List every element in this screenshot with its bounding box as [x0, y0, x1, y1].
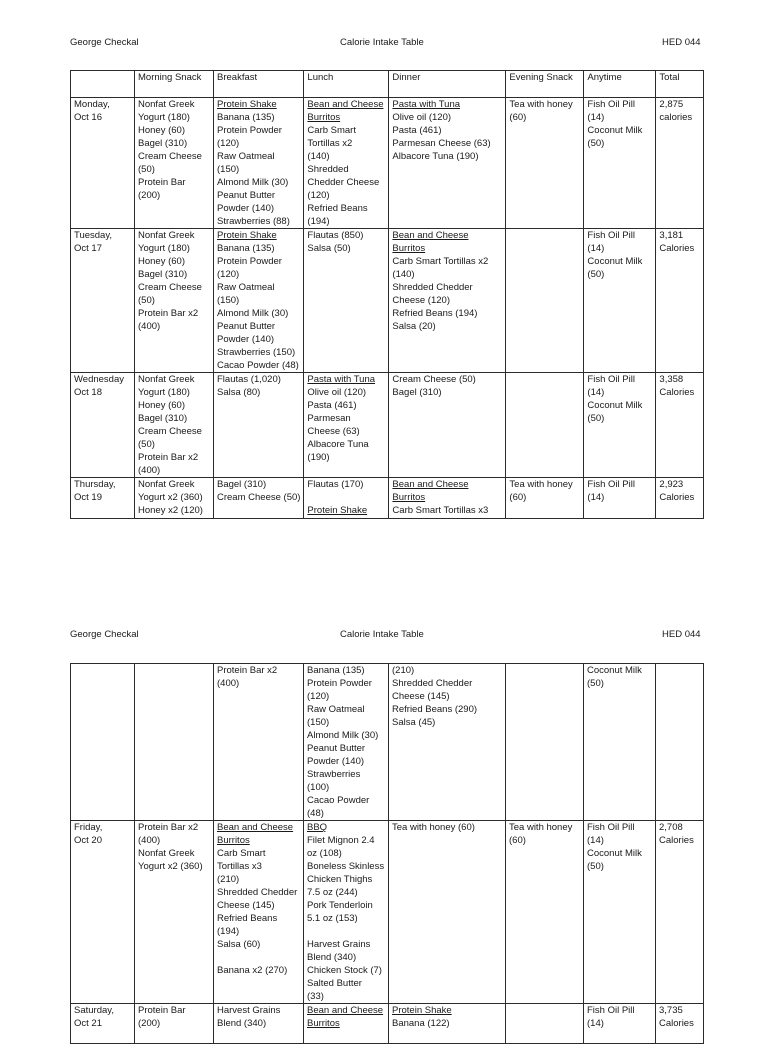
food-item: Salsa (20) — [392, 321, 436, 332]
meal-heading: Burritos — [307, 112, 341, 123]
meal-heading: Burritos — [392, 243, 426, 254]
food-item: Carb Smart — [217, 848, 266, 859]
food-item: Peanut Butter — [217, 190, 276, 201]
food-item: Cheese (120) — [392, 295, 450, 306]
total-cell — [656, 229, 704, 373]
food-item: Protein Bar x2 — [138, 452, 199, 463]
food-item: Cheese (145) — [217, 900, 275, 911]
food-item: Tea with honey — [509, 99, 573, 110]
food-item: (14) — [587, 387, 605, 398]
food-item: Salsa (60) — [217, 939, 261, 950]
breakfast-cell — [214, 98, 304, 229]
food-item: Yogurt x2 (360) — [138, 861, 203, 872]
anytime-cell — [584, 373, 656, 478]
food-item: Bagel (310) — [217, 479, 267, 490]
food-item: Pasta (461) — [392, 125, 442, 136]
breakfast-cell — [214, 229, 304, 373]
column-header-total: Total — [656, 71, 704, 98]
food-item: Boneless Skinless — [307, 861, 385, 872]
food-item: Chicken Thighs — [307, 874, 373, 885]
food-item: (14) — [587, 835, 604, 846]
food-item: Protein Powder — [307, 678, 372, 689]
evening-snack-cell — [506, 98, 584, 229]
morning-snack-cell — [135, 664, 214, 821]
food-item: Strawberries (150) — [217, 347, 296, 358]
meal-heading: Bean and Cheese — [307, 1005, 384, 1016]
total-cell — [656, 478, 704, 519]
food-item: Tuesday, — [74, 230, 113, 241]
column-header-breakfast: Breakfast — [214, 71, 304, 98]
food-item: (50) — [587, 138, 605, 149]
food-item: Friday, — [74, 822, 103, 833]
food-item: 2,708 — [659, 822, 683, 833]
food-item: (50) — [587, 678, 604, 689]
food-item: (194) — [307, 216, 330, 227]
food-item: (200) — [138, 190, 161, 201]
food-item: Almond Milk (30) — [217, 177, 289, 188]
table-row — [71, 821, 704, 1004]
food-item: Pasta (461) — [307, 400, 357, 411]
food-item: Filet Mignon 2.4 — [307, 835, 375, 846]
food-item: Fish Oil Pill — [587, 479, 635, 490]
author-name-page2: George Checkal — [70, 629, 139, 640]
anytime-cell — [584, 821, 656, 1004]
meal-heading: Protein Shake — [307, 505, 368, 516]
lunch-cell — [304, 373, 389, 478]
meal-heading: BBQ — [307, 822, 328, 833]
food-item: Flautas (1,020) — [217, 374, 281, 385]
column-header-dinner: Dinner — [389, 71, 506, 98]
meal-heading: Burritos — [217, 835, 250, 846]
food-item: Cacao Powder — [307, 795, 370, 806]
food-item: Coconut Milk — [587, 400, 643, 411]
food-item: Nonfat Greek — [138, 230, 195, 241]
blank-line — [217, 951, 300, 964]
food-item: Olive oil (120) — [392, 112, 452, 123]
food-item: Cream Cheese (50) — [392, 374, 476, 385]
food-item: (50) — [587, 413, 605, 424]
document-title: Calorie Intake Table — [340, 37, 424, 48]
food-item: Tortillas x3 — [217, 861, 262, 872]
column-header-lunch: Lunch — [304, 71, 389, 98]
food-item: Peanut Butter — [217, 321, 276, 332]
food-item: (14) — [587, 1018, 604, 1029]
food-item: (150) — [217, 164, 240, 175]
food-item: Flautas (850) — [307, 230, 364, 241]
meal-heading: Bean and Cheese — [307, 99, 384, 110]
food-item: (400) — [138, 465, 161, 476]
lunch-cell — [304, 98, 389, 229]
food-item: (120) — [217, 138, 240, 149]
food-item: Refried Beans (290) — [392, 704, 478, 715]
total-cell — [656, 373, 704, 478]
food-item: Banana (122) — [392, 1018, 450, 1029]
food-item: Salsa (45) — [392, 717, 436, 728]
food-item: Cacao Powder (48) — [217, 360, 299, 371]
food-item: (14) — [587, 112, 605, 123]
food-item: Cream Cheese — [138, 282, 202, 293]
food-item: Wednesday — [74, 374, 124, 385]
food-item: Strawberries (88) — [217, 216, 290, 227]
dinner-cell — [389, 664, 506, 821]
dinner-cell — [389, 373, 506, 478]
column-header-morning-snack: Morning Snack — [135, 71, 214, 98]
food-item: Shredded Chedder — [392, 678, 473, 689]
food-item: Fish Oil Pill — [587, 230, 635, 241]
meal-heading: Burritos — [392, 492, 426, 503]
column-header-anytime: Anytime — [584, 71, 656, 98]
food-item: (50) — [138, 439, 155, 450]
author-name: George Checkal — [70, 37, 139, 48]
anytime-cell — [584, 478, 656, 519]
food-item: Carb Smart Tortillas x3 — [392, 505, 489, 516]
table-body — [71, 98, 704, 519]
calorie-table-page1 — [70, 70, 704, 519]
anytime-cell — [584, 229, 656, 373]
food-item: Shredded Chedder — [392, 282, 473, 293]
food-item: Nonfat Greek — [138, 479, 195, 490]
food-item: Harvest Grains — [307, 939, 371, 950]
column-header-evening-snack: Evening Snack — [506, 71, 584, 98]
food-item: (210) — [217, 874, 240, 885]
food-item: Refried Beans — [307, 203, 368, 214]
food-item: Fish Oil Pill — [587, 1005, 635, 1016]
food-item: Albacore Tuna (190) — [392, 151, 479, 162]
food-item: (140) — [307, 151, 330, 162]
table-row — [71, 98, 704, 229]
day-cell — [71, 373, 135, 478]
breakfast-cell — [214, 373, 304, 478]
food-item: Albacore Tuna — [307, 439, 369, 450]
food-item: Raw Oatmeal — [217, 151, 275, 162]
food-item: Fish Oil Pill — [587, 822, 635, 833]
food-item: (60) — [509, 112, 527, 123]
food-item: Oct 20 — [74, 835, 102, 846]
meal-heading: Protein Shake — [217, 230, 277, 241]
food-item: 7.5 oz (244) — [307, 887, 358, 898]
food-item: Yogurt (180) — [138, 387, 190, 398]
food-item: Protein Powder — [217, 256, 282, 267]
dinner-cell — [389, 478, 506, 519]
food-item: (140) — [392, 269, 415, 280]
meal-heading: Pasta with Tuna — [392, 99, 461, 110]
meal-heading: Bean and Cheese — [392, 230, 469, 241]
evening-snack-cell — [506, 229, 584, 373]
course-code: HED 044 — [662, 37, 701, 48]
food-item: Banana (135) — [217, 112, 275, 123]
food-item: calories — [659, 112, 693, 123]
food-item: Parmesan — [307, 413, 351, 424]
food-item: (60) — [509, 492, 527, 503]
food-item: (194) — [217, 926, 240, 937]
food-item: (400) — [138, 321, 161, 332]
food-item: Peanut Butter — [307, 743, 366, 754]
food-item: (190) — [307, 452, 330, 463]
food-item: (50) — [587, 861, 604, 872]
meal-heading: Bean and Cheese — [217, 822, 294, 833]
food-item: (120) — [307, 190, 330, 201]
food-item: (120) — [307, 691, 330, 702]
food-item: (33) — [307, 991, 324, 1002]
food-item: (400) — [138, 835, 161, 846]
food-item: Tea with honey — [509, 822, 573, 833]
table-row — [71, 373, 704, 478]
total-cell — [656, 821, 704, 1004]
food-item: Nonfat Greek — [138, 848, 195, 859]
food-item: Coconut Milk — [587, 848, 642, 859]
table-row — [71, 664, 704, 821]
food-item: 2,923 — [659, 479, 684, 490]
food-item: Protein Bar x2 — [138, 308, 199, 319]
food-item: oz (108) — [307, 848, 342, 859]
food-item: Powder (140) — [217, 203, 275, 214]
food-item: Banana (135) — [217, 243, 275, 254]
day-cell — [71, 664, 135, 821]
breakfast-cell — [214, 478, 304, 519]
morning-snack-cell — [135, 229, 214, 373]
food-item: (50) — [587, 269, 605, 280]
food-item: Shredded — [307, 164, 349, 175]
food-item: Calories — [659, 243, 695, 254]
food-item: Protein Bar x2 — [217, 665, 278, 676]
food-item: Protein Bar x2 — [138, 822, 199, 833]
meal-heading: Burritos — [307, 1018, 340, 1029]
dinner-cell — [389, 229, 506, 373]
meal-heading: Protein Shake — [392, 1005, 452, 1016]
evening-snack-cell — [506, 478, 584, 519]
food-item: Blend (340) — [217, 1018, 267, 1029]
food-item: Oct 19 — [74, 492, 102, 503]
food-item: Harvest Grains — [217, 1005, 281, 1016]
food-item: Saturday, — [74, 1005, 114, 1016]
breakfast-cell — [214, 664, 304, 821]
food-item: Oct 16 — [74, 112, 102, 123]
food-item: Strawberries — [307, 769, 361, 780]
food-item: Salted Butter — [307, 978, 362, 989]
food-item: Parmesan Cheese (63) — [392, 138, 491, 149]
food-item: Carb Smart Tortillas x2 — [392, 256, 489, 267]
food-item: Shredded Chedder — [217, 887, 298, 898]
evening-snack-cell — [506, 821, 584, 1004]
lunch-cell — [304, 229, 389, 373]
food-item: Refried Beans (194) — [392, 308, 478, 319]
day-cell — [71, 98, 135, 229]
food-item: (14) — [587, 492, 605, 503]
total-cell — [656, 664, 704, 821]
blank-line — [307, 491, 385, 504]
food-item: Bagel (310) — [392, 387, 442, 398]
food-item: Flautas (170) — [307, 479, 364, 490]
course-code-page2: HED 044 — [662, 629, 701, 640]
food-item: Raw Oatmeal — [307, 704, 365, 715]
food-item: (100) — [307, 782, 330, 793]
food-item: (400) — [217, 678, 240, 689]
food-item: (50) — [138, 295, 155, 306]
food-item: Calories — [659, 835, 694, 846]
meal-heading: Pasta with Tuna — [307, 374, 376, 385]
food-item: Calories — [659, 387, 695, 398]
food-item: Oct 18 — [74, 387, 102, 398]
food-item: Bagel (310) — [138, 413, 188, 424]
food-item: Oct 21 — [74, 1018, 102, 1029]
food-item: Cream Cheese — [138, 426, 202, 437]
food-item: 5.1 oz (153) — [307, 913, 358, 924]
food-item: Tortillas x2 — [307, 138, 353, 149]
food-item: Nonfat Greek — [138, 374, 195, 385]
day-cell — [71, 478, 135, 519]
food-item: Almond Milk (30) — [307, 730, 379, 741]
food-item: Carb Smart — [307, 125, 356, 136]
food-item: Tea with honey — [509, 479, 573, 490]
food-item: Honey (60) — [138, 400, 185, 411]
food-item: Thursday, — [74, 479, 116, 490]
total-cell — [656, 98, 704, 229]
food-item: 2,875 — [659, 99, 684, 110]
calorie-table-page2 — [70, 663, 704, 1044]
food-item: Cream Cheese — [138, 151, 202, 162]
meal-heading: Bean and Cheese — [392, 479, 469, 490]
food-item: Bagel (310) — [138, 138, 188, 149]
food-item: Raw Oatmeal — [217, 282, 275, 293]
morning-snack-cell — [135, 821, 214, 1004]
food-item: (120) — [217, 269, 240, 280]
food-item: Cheese (145) — [392, 691, 450, 702]
food-item: Protein Bar — [138, 177, 186, 188]
food-item: Calories — [659, 1018, 694, 1029]
food-item: Calories — [659, 492, 695, 503]
food-item: (150) — [217, 295, 240, 306]
morning-snack-cell — [135, 98, 214, 229]
food-item: 3,358 — [659, 374, 684, 385]
food-item: (60) — [509, 835, 526, 846]
day-cell — [71, 229, 135, 373]
food-item: (14) — [587, 243, 605, 254]
food-item: Protein Powder — [217, 125, 282, 136]
food-item: Olive oil (120) — [307, 387, 367, 398]
anytime-cell — [584, 664, 656, 821]
day-cell — [71, 821, 135, 1004]
food-item: Protein Bar — [138, 1005, 186, 1016]
table-body — [71, 664, 704, 1044]
food-item: Nonfat Greek — [138, 99, 195, 110]
food-item: Cheese (63) — [307, 426, 360, 437]
food-item: Pork Tenderloin — [307, 900, 373, 911]
table-row — [71, 478, 704, 519]
food-item: Honey (60) — [138, 125, 185, 136]
food-item: Fish Oil Pill — [587, 99, 635, 110]
food-item: Honey (60) — [138, 256, 185, 267]
food-item: (150) — [307, 717, 330, 728]
food-item: (200) — [138, 1018, 161, 1029]
evening-snack-cell — [506, 664, 584, 821]
food-item: Yogurt (180) — [138, 112, 190, 123]
lunch-cell — [304, 664, 389, 821]
food-item: Oct 17 — [74, 243, 102, 254]
breakfast-cell — [214, 821, 304, 1004]
food-item: Refried Beans — [217, 913, 278, 924]
food-item: Fish Oil Pill — [587, 374, 635, 385]
morning-snack-cell — [135, 373, 214, 478]
food-item: Coconut Milk — [587, 665, 642, 676]
food-item: Chedder Cheese — [307, 177, 380, 188]
food-item: Bagel (310) — [138, 269, 188, 280]
food-item: Chicken Stock (7) — [307, 965, 382, 976]
lunch-cell — [304, 478, 389, 519]
food-item: (210) — [392, 665, 415, 676]
table-row — [71, 229, 704, 373]
morning-snack-cell — [135, 478, 214, 519]
dinner-cell — [389, 821, 506, 1004]
lunch-cell — [304, 821, 389, 1004]
food-item: Monday, — [74, 99, 110, 110]
food-item: Yogurt (180) — [138, 243, 190, 254]
dinner-cell — [389, 98, 506, 229]
food-item: (48) — [307, 808, 324, 819]
food-item: Powder (140) — [307, 756, 365, 767]
food-item: Almond Milk (30) — [217, 308, 289, 319]
food-item: Coconut Milk — [587, 256, 643, 267]
food-item: Honey x2 (120) — [138, 505, 203, 516]
food-item: Yogurt x2 (360) — [138, 492, 203, 503]
food-item: (50) — [138, 164, 155, 175]
meal-heading: Protein Shake — [217, 99, 277, 110]
evening-snack-cell — [506, 373, 584, 478]
food-item: Coconut Milk — [587, 125, 643, 136]
food-item: 3,181 — [659, 230, 684, 241]
food-item: 3,735 — [659, 1005, 683, 1016]
food-item: Salsa (80) — [217, 387, 261, 398]
food-item: Banana x2 (270) — [217, 965, 288, 976]
food-item: Banana (135) — [307, 665, 365, 676]
food-item: Cream Cheese (50) — [217, 492, 301, 503]
blank-line — [307, 925, 385, 938]
anytime-cell — [584, 98, 656, 229]
food-item: Blend (340) — [307, 952, 357, 963]
document-title-page2: Calorie Intake Table — [340, 629, 424, 640]
food-item: Powder (140) — [217, 334, 275, 345]
food-item: Tea with honey (60) — [392, 822, 475, 833]
food-item: Salsa (50) — [307, 243, 351, 254]
column-header-day — [71, 71, 135, 98]
